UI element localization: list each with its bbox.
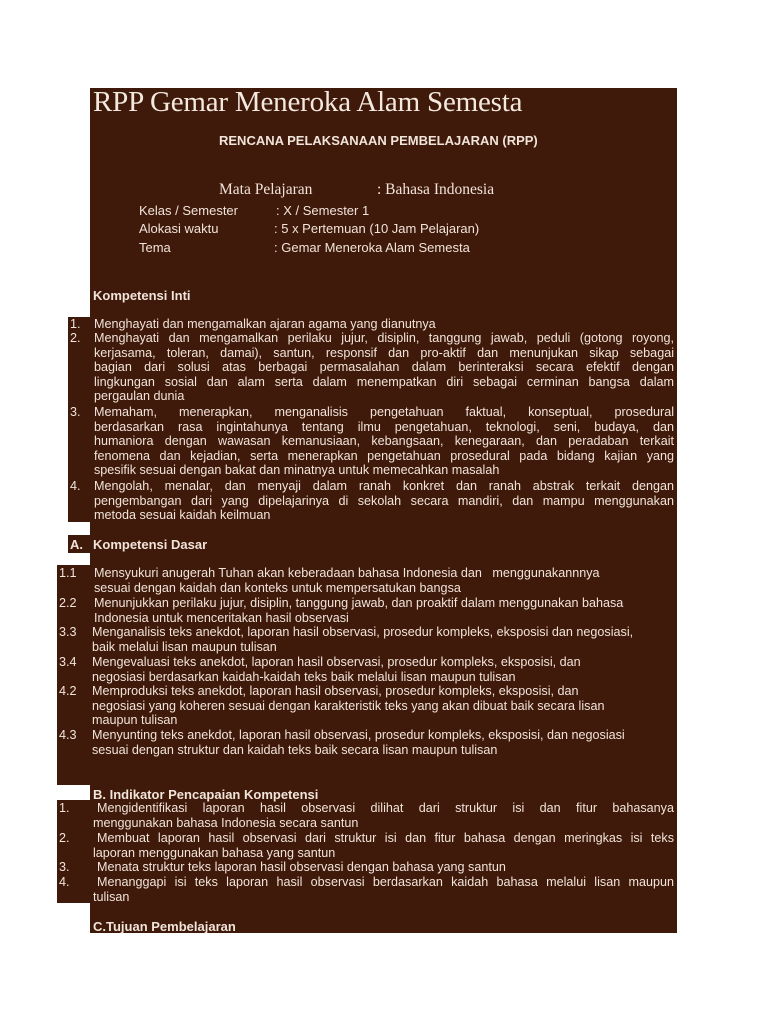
kd-item-line: Menganalisis teks anekdot, laporan hasil observasi, prosedur kompleks, eksposisi dan negosiasi, xyxy=(92,625,634,639)
meta-label-mata-pelajaran: Mata Pelajaran xyxy=(219,181,313,198)
meta-value-mata-pelajaran: : Bahasa Indonesia xyxy=(377,181,495,198)
kd-item-line: Indonesia untuk menceritakan hasil observasi xyxy=(94,610,349,625)
ki-heading: Kompetensi Inti xyxy=(93,288,191,303)
kd-item-line: maupun tulisan xyxy=(92,713,178,728)
kd-item-line: negosiasi yang koheren sesuai dengan karakteristik teks yang akan dibuat baik secara lisan xyxy=(92,698,605,713)
kd-heading: Kompetensi Dasar xyxy=(93,537,208,552)
ind-item-line: Menanggapi isi teks laporan hasil observasi berdasarkan kaidah bahasa melalui lisan maupun xyxy=(97,875,674,889)
ki-item-4-line: metoda sesuai kaidah keilmuan xyxy=(94,508,271,523)
ki-item-3 xyxy=(94,405,674,478)
kd-item-line: Menyunting teks anekdot, laporan hasil observasi, prosedur kompleks, eksposisi, dan negosiasi xyxy=(92,728,625,742)
ki-num-1: 1. xyxy=(70,317,81,331)
ki-item-3-line: spesifik sesuai dengan bakat dan minatnya untuk memecahkan masalah xyxy=(94,463,500,478)
ki-item-2-line: pergaulan dunia xyxy=(94,389,185,404)
ind-item-line: laporan menggunakan bahasa yang santun xyxy=(93,845,336,860)
indikator-heading: B. Indikator Pencapaian Kompetensi xyxy=(93,787,319,802)
meta-value-alokasi: : 5 x Pertemuan (10 Jam Pelajaran) xyxy=(274,221,480,236)
kd-item-4-2 xyxy=(92,684,674,728)
ki-item-2-line: Menghayati dan mengamalkan perilaku jujur, disiplin, tanggung jawab, peduli (gotong royong, xyxy=(94,331,674,345)
kd-num-4-2: 4.2 xyxy=(59,684,77,698)
ki-item-1 xyxy=(94,317,674,332)
ind-item-1 xyxy=(93,801,674,830)
ki-item-3-line: fenomena dan kejadian, serta menerapkan pengetahuan prosedural pada bidang kajian yang xyxy=(94,448,674,463)
tujuan-heading: C.Tujuan Pembelajaran xyxy=(93,919,236,934)
kd-num-3-4: 3.4 xyxy=(59,655,77,669)
ind-num-2: 2. xyxy=(59,831,70,845)
ind-item-3 xyxy=(97,860,674,875)
ind-item-line: Membuat laporan hasil observasi dari struktur isi dan fitur bahasa dengan meringkas isi teks xyxy=(97,831,674,845)
ki-item-4-line: Mengolah, menalar, dan menyaji dalam ranah konkret dan ranah abstrak terkait dengan xyxy=(94,479,674,493)
kd-num-2-2: 2.2 xyxy=(59,596,77,610)
kd-item-2-2 xyxy=(94,596,674,625)
kd-letter: A. xyxy=(70,537,83,552)
ind-item-line: tulisan xyxy=(93,889,130,904)
meta-label-tema: Tema xyxy=(139,240,171,255)
kd-item-3-4 xyxy=(92,655,674,684)
kd-item-3-3 xyxy=(92,625,674,654)
ki-item-4 xyxy=(94,479,674,523)
kd-item-line: Mengevaluasi teks anekdot, laporan hasil observasi, prosedur kompleks, eksposisi, dan xyxy=(92,655,581,669)
kd-item-line: sesuai dengan kaidah dan konteks untuk mempersatukan bangsa xyxy=(94,580,461,595)
ind-item-4 xyxy=(93,875,674,904)
ki-item-3-line: berdasarkan rasa ingintahunya tentang ilmu pengetahuan, teknologi, seni, budaya, dan xyxy=(94,419,674,434)
kd-item-4-3 xyxy=(92,728,674,757)
kd-item-line: Menunjukkan perilaku jujur, disiplin, tanggung jawab, dan proaktif dalam menggunakan bahasa xyxy=(94,596,624,610)
kd-num-4-3: 4.3 xyxy=(59,728,77,742)
ind-num-1: 1. xyxy=(59,801,70,815)
ki-num-2: 2. xyxy=(70,331,81,345)
ki-item-2-line: bagian dari solusi atas berbagai permasalahan dalam berinteraksi secara efektif dengan xyxy=(94,360,674,375)
document-subtitle: RENCANA PELAKSANAAN PEMBELAJARAN (RPP) xyxy=(219,133,538,148)
meta-value-tema: : Gemar Meneroka Alam Semesta xyxy=(274,240,470,255)
kd-item-line: Mensyukuri anugerah Tuhan akan keberadaan bahasa Indonesia dan menggunakannnya xyxy=(94,566,600,580)
kd-item-1-1 xyxy=(94,566,674,595)
ki-item-1-line: Menghayati dan mengamalkan ajaran agama yang dianutnya xyxy=(94,317,436,331)
kd-item-line: Memproduksi teks anekdot, laporan hasil observasi, prosedur kompleks, eksposisi, dan xyxy=(92,684,579,698)
ind-item-line: Mengidentifikasi laporan hasil observasi dilihat dari struktur isi dan fitur bahasanya xyxy=(97,801,674,815)
ind-item-line: Menata struktur teks laporan hasil observasi dengan bahasa yang santun xyxy=(97,860,506,874)
ind-num-3: 3. xyxy=(59,860,70,874)
kd-item-line: sesuai dengan struktur dan kaidah teks baik secara lisan maupun tulisan xyxy=(92,742,498,757)
ind-num-4: 4. xyxy=(59,875,70,889)
meta-label-kelas: Kelas / Semester xyxy=(139,203,238,218)
kd-num-1-1: 1.1 xyxy=(59,566,77,580)
ki-item-3-line: humaniora dengan wawasan kemanusiaan, kebangsaan, kenegaraan, dan peradaban terkait xyxy=(94,434,674,449)
ki-item-2-line: lingkungan sosial dan alam serta dalam menempatkan diri sebagai cerminan bangsa dalam xyxy=(94,374,674,389)
ind-item-line: menggunakan bahasa Indonesia secara santun xyxy=(93,815,359,830)
document-title: RPP Gemar Meneroka Alam Semesta xyxy=(93,86,523,118)
kd-item-line: negosiasi berdasarkan kaidah-kaidah teks baik melalui lisan maupun tulisan xyxy=(92,669,516,684)
ki-item-3-line: Memaham, menerapkan, menganalisis pengetahuan faktual, konseptual, prosedural xyxy=(94,405,674,419)
ki-item-4-line: pengembangan dari yang dipelajarinya di sekolah secara mandiri, dan mampu menggunakan xyxy=(94,493,674,508)
kd-num-3-3: 3.3 xyxy=(59,625,77,639)
meta-value-kelas: : X / Semester 1 xyxy=(276,203,370,218)
meta-label-alokasi: Alokasi waktu xyxy=(139,221,219,236)
ki-item-2-line: kerjasama, toleran, damai), santun, responsif dan pro-aktif dan menunjukan sikap sebagai xyxy=(94,345,674,360)
ind-item-2 xyxy=(93,831,674,860)
ki-num-3: 3. xyxy=(70,405,81,419)
kd-item-line: baik melalui lisan maupun tulisan xyxy=(92,639,277,654)
ki-item-2 xyxy=(94,331,674,404)
ki-num-4: 4. xyxy=(70,479,81,493)
